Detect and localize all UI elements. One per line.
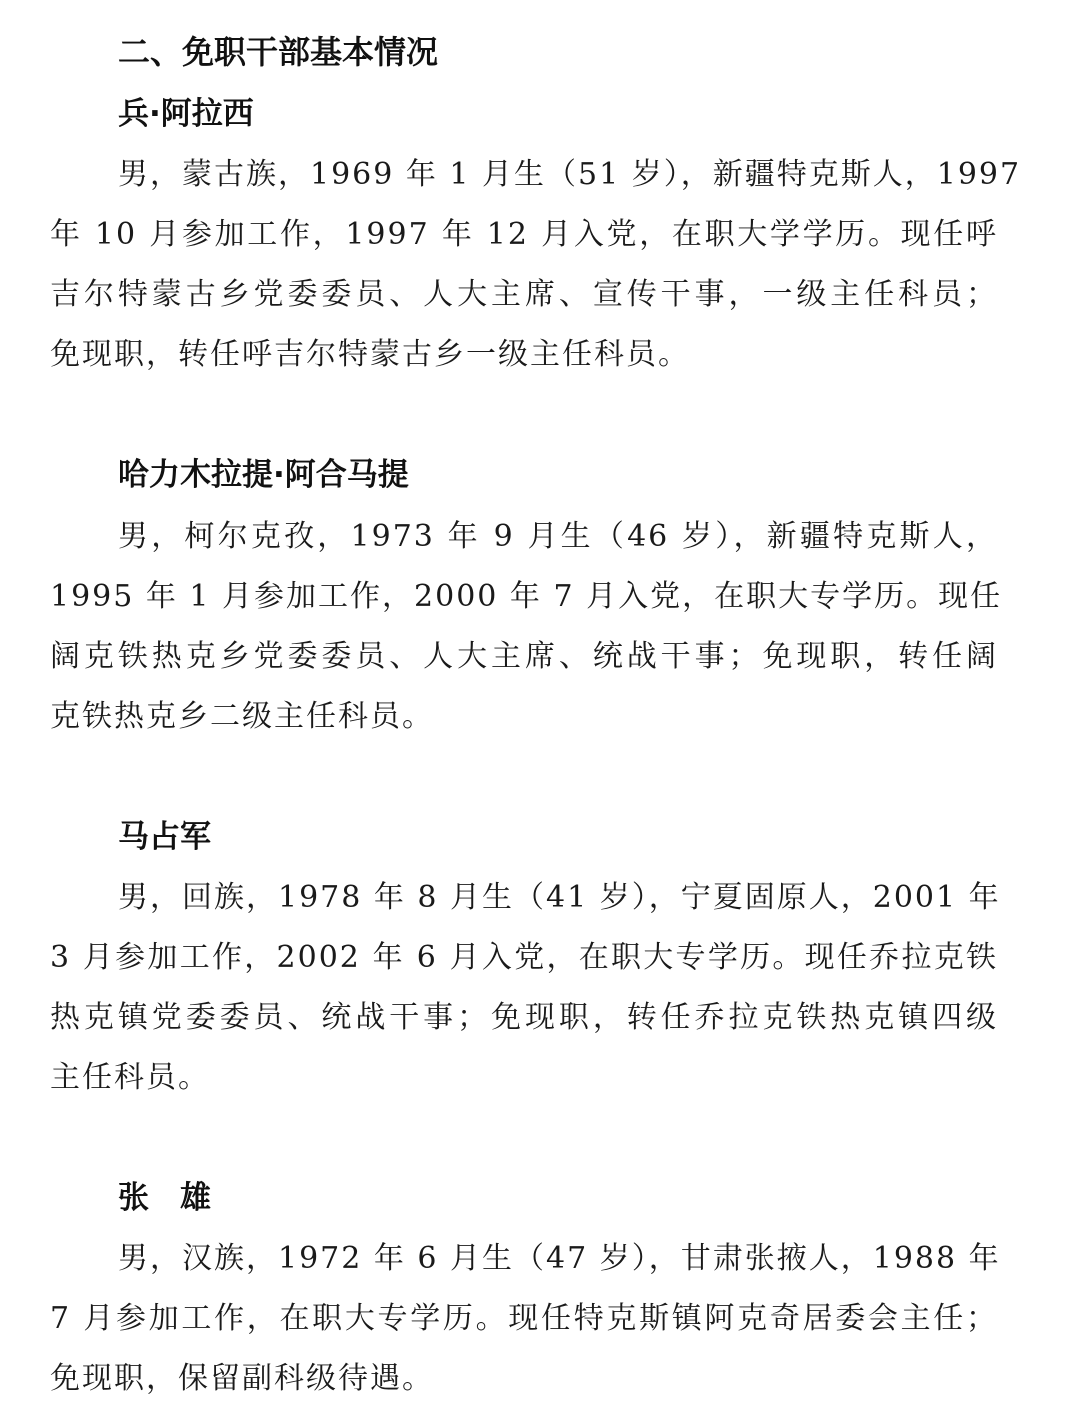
paragraph-line: 热克镇党委委员、统战干事；免现职，转任乔拉克铁热克镇四级 [50,1000,998,1035]
section-heading: 二、免职干部基本情况 [118,33,439,71]
paragraph-line: 克铁热克乡二级主任科员。 [50,699,434,734]
paragraph-line: 免现职，保留副科级待遇。 [50,1361,434,1396]
paragraph-line: 男，回族，1978 年 8 月生（41 岁），宁夏固原人，2001 年 [118,880,1001,915]
person-name: 哈力木拉提·阿合马提 [118,457,409,493]
paragraph-line: 7 月参加工作，在职大专学历。现任特克斯镇阿克奇居委会主任； [50,1301,998,1336]
person-name: 张 雄 [118,1180,211,1216]
person-name: 兵·阿拉西 [118,96,254,132]
paragraph-line: 阔克铁热克乡党委委员、人大主席、统战干事；免现职，转任阔 [50,639,998,674]
paragraph-line: 吉尔特蒙古乡党委委员、人大主席、宣传干事，一级主任科员； [50,277,998,312]
paragraph-line: 男，蒙古族，1969 年 1 月生（51 岁），新疆特克斯人，1997 [118,157,1022,192]
paragraph-line: 主任科员。 [50,1060,210,1095]
paragraph-line: 3 月参加工作，2002 年 6 月入党，在职大专学历。现任乔拉克铁 [50,940,998,975]
paragraph-line: 免现职，转任呼吉尔特蒙古乡一级主任科员。 [50,337,690,372]
paragraph-line: 年 10 月参加工作，1997 年 12 月入党，在职大学学历。现任呼 [50,217,998,252]
person-name: 马占军 [118,819,211,855]
paragraph-line: 男，柯尔克孜，1973 年 9 月生（46 岁），新疆特克斯人， [118,519,998,554]
paragraph-line: 男，汉族，1972 年 6 月生（47 岁），甘肃张掖人，1988 年 [118,1241,1001,1276]
paragraph-line: 1995 年 1 月参加工作，2000 年 7 月入党，在职大专学历。现任 [50,579,1003,614]
